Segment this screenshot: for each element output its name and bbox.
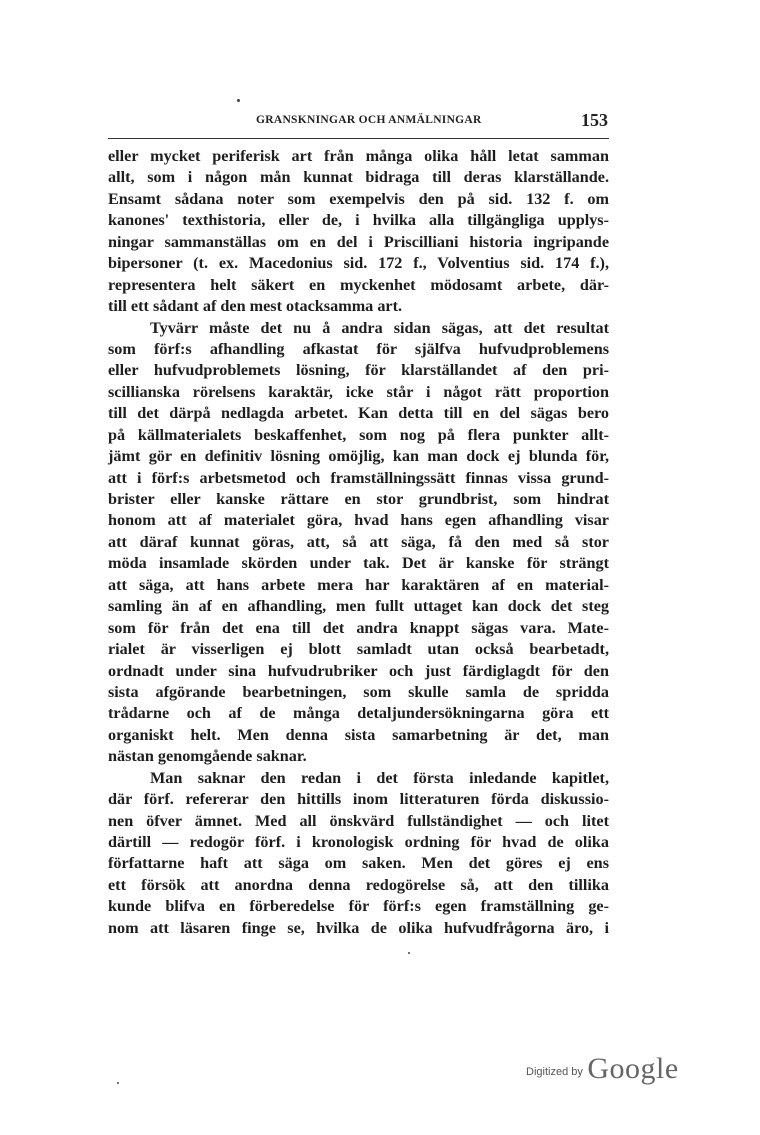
text-line: på källmaterialets beskaffenhet, som nog på flera punkter allt- [108, 425, 609, 444]
text-line: eller hufvudproblemets lösning, för klarställandet af den pri- [108, 361, 609, 380]
speck-mark [117, 1082, 119, 1084]
digitized-watermark [526, 1052, 679, 1086]
text-line: Ensamt sådana noter som exempelvis den på sid. 132 f. om [108, 189, 609, 208]
text-line: allt, som i någon mån kunnat bidraga till deras klarställande. [108, 168, 609, 187]
text-line: ningar sammanställas om en del i Priscilliani historia ingripande [108, 232, 609, 251]
text-line: att säga, att hans arbete mera har karaktären af en material- [108, 575, 609, 594]
text-line: möda insamlade skörden under tak. Det är kanske för strängt [108, 554, 609, 573]
text-line: som för från det ena till det andra knappt sägas vara. Mate- [108, 618, 609, 637]
text-line: kunde blifva en förberedelse för förf:s egen framställning ge- [108, 897, 609, 916]
paragraph-3 [108, 768, 609, 940]
header-rule [108, 138, 609, 139]
speck-mark [408, 952, 410, 954]
speck-mark [237, 99, 240, 102]
google-logo: Google [587, 1052, 679, 1085]
text-line: att i förf:s arbetsmetod och framställningssätt finnas vissa grund- [108, 468, 609, 487]
text-line: därtill — redogör förf. i kronologisk ordning för hvad de olika [108, 833, 609, 851]
text-line: sista afgörande bearbetningen, som skulle samla de spridda [108, 682, 609, 701]
text-line: nen öfver ämnet. Med all önskvärd fullständighet — och litet [108, 811, 609, 830]
text-line: Man saknar den redan i det första inledande kapitlet, [150, 768, 609, 787]
text-line: till det därpå nedlagda arbetet. Kan detta till en del sägas bero [108, 404, 609, 423]
text-line: Tyvärr måste det nu å andra sidan sägas, att det resultat [150, 318, 609, 337]
text-line: jämt gör en definitiv lösning omöjlig, kan man dock ej blunda för, [108, 447, 609, 466]
text-line: trådarne och af de många detaljundersökningarna göra ett [108, 704, 609, 723]
text-line: nästan genomgående saknar. [108, 747, 307, 766]
body-text [108, 146, 609, 939]
text-line: bipersoner (t. ex. Macedonius sid. 172 f., Volventius sid. 174 f.), [108, 254, 609, 273]
text-line: kanones' texthistoria, eller de, i hvilka alla tillgängliga upplys- [108, 211, 609, 230]
text-line: nom att läsaren finge se, hvilka de olika hufvudfrågorna äro, i [108, 918, 609, 937]
page-header [108, 110, 608, 136]
text-line: brister eller kanske rättare en stor grundbrist, som hindrat [108, 490, 609, 508]
text-line: ordnadt under sina hufvudrubriker och just färdiglagdt för den [108, 661, 609, 680]
text-line: organiskt helt. Men denna sista samarbetning är det, man [108, 725, 609, 744]
text-line: rialet är visserligen ej blott samladt utan också bearbetadt, [108, 640, 609, 659]
page-number: 153 [581, 110, 608, 130]
text-line: representera helt säkert en myckenhet mödosamt arbete, där- [108, 275, 609, 294]
paragraph-2 [108, 318, 609, 768]
paragraph-1 [108, 146, 609, 318]
text-line: ett försök att anordna denna redogörelse så, att den tillika [108, 875, 609, 894]
running-title: GRANSKNINGAR OCH ANMÄLNINGAR [256, 114, 482, 126]
text-line: att däraf kunnat göras, att, så att säga, få den med så stor [108, 532, 609, 551]
text-line: samling än af en afhandling, men fullt uttaget kan dock det steg [108, 597, 609, 616]
text-line: författarne haft att säga om saken. Men det göres ej ens [108, 854, 609, 873]
text-line: där förf. refererar den hittills inom litteraturen förda diskussio- [108, 790, 609, 809]
text-line: honom att af materialet göra, hvad hans egen afhandling visar [108, 511, 609, 530]
text-line: till ett sådant af den mest otacksamma art. [108, 297, 403, 316]
text-line: som förf:s afhandling afkastat för själfva hufvudproblemens [108, 339, 609, 358]
digitized-label: Digitized by [526, 1066, 583, 1078]
text-line: eller mycket periferisk art från många olika håll letat samman [108, 147, 609, 165]
text-line: scillianska rörelsens karaktär, icke står i något rätt proportion [108, 382, 609, 401]
